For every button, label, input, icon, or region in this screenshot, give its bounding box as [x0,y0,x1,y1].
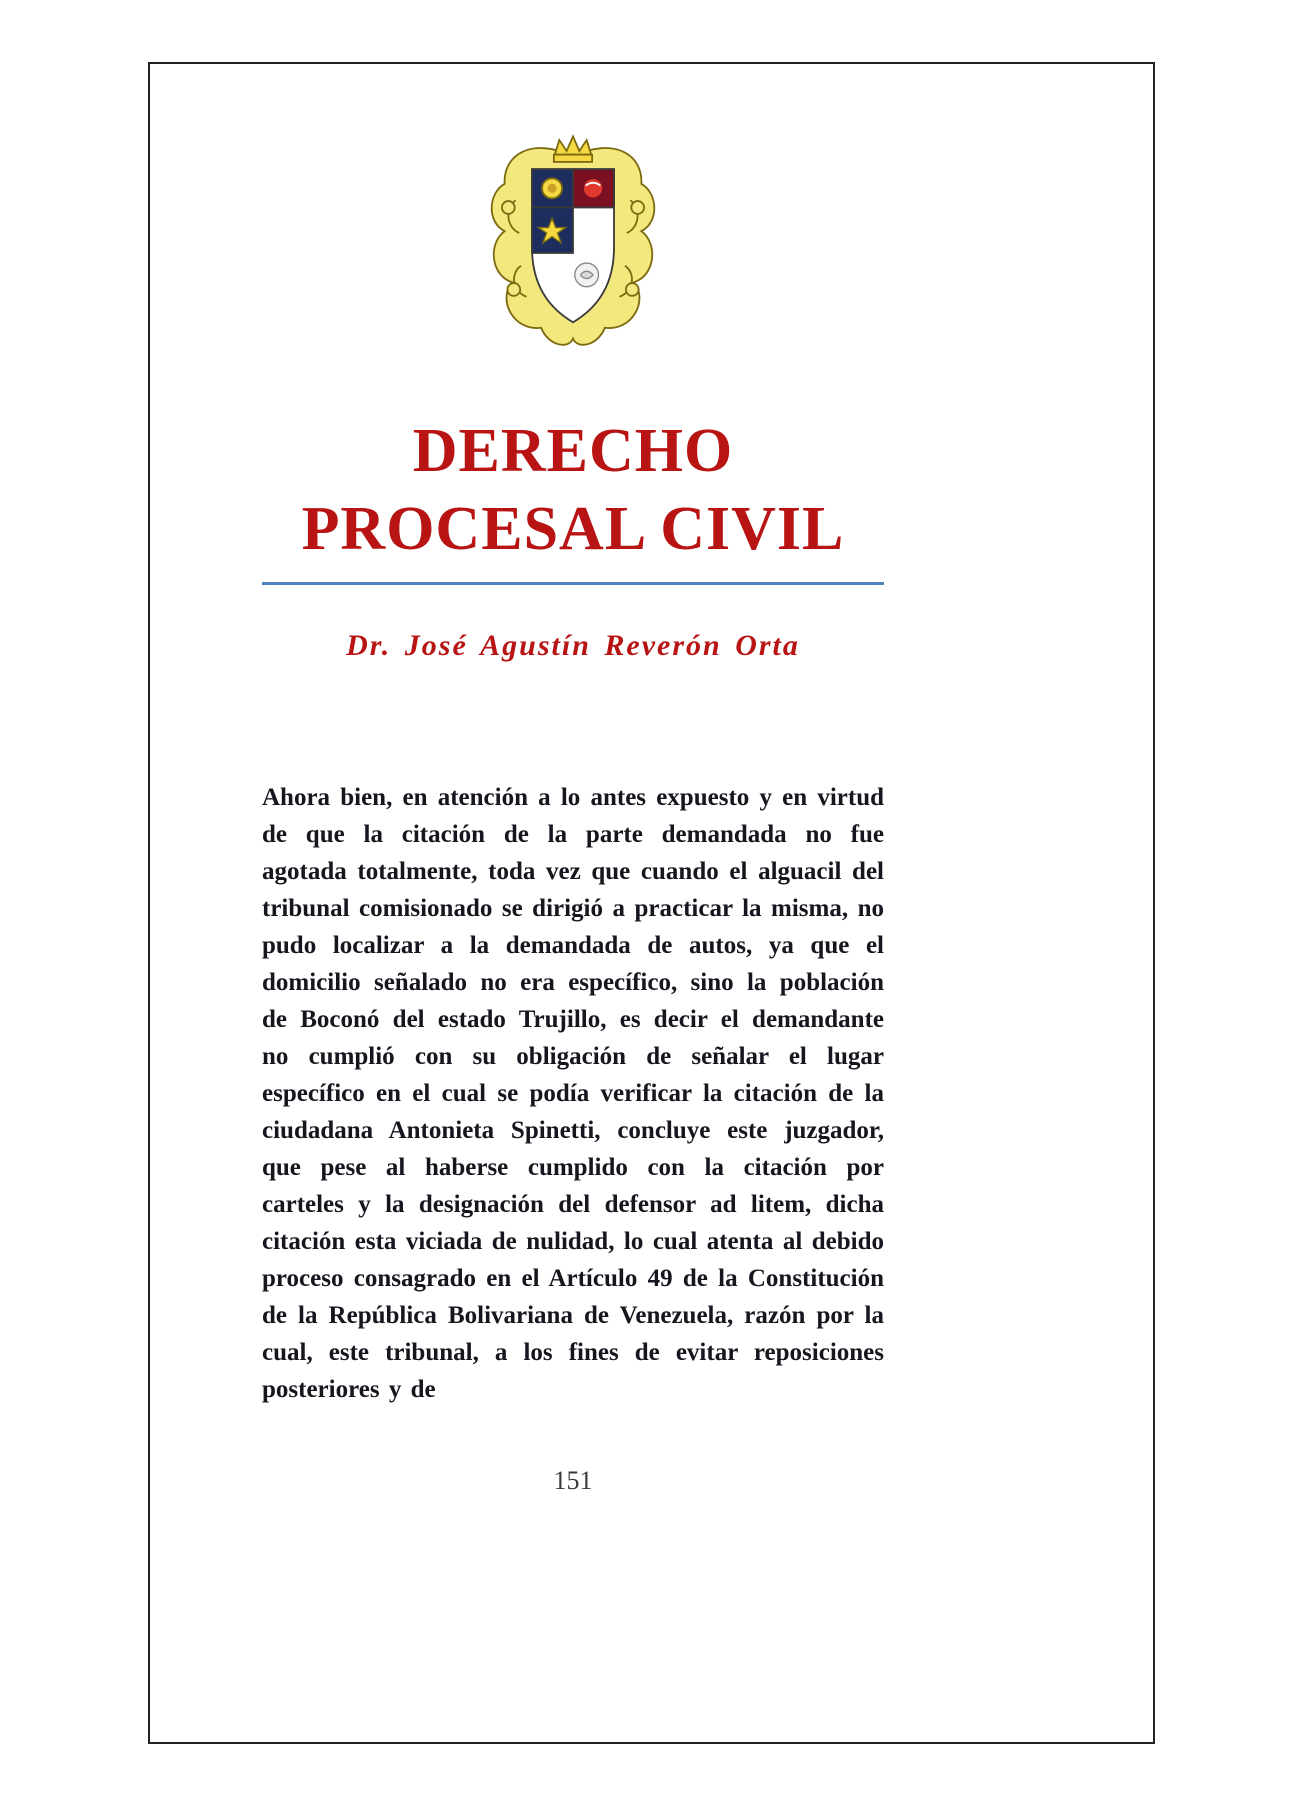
body-paragraph: Ahora bien, en atención a lo antes expuesto y en virtud de que la citación de la parte demandada no fue agotada totalmente, toda vez que cuando el alguacil del tribunal comisionado se dirigió a practicar la misma, no pudo localizar a la demandada de autos, ya que el domicilio señalado no era específico, sino la población de Boconó del estado Trujillo, es decir el demandante no cumplió con su obligación de señalar el lugar específico en el cual se podía verificar la citación de la ciudadana Antonieta Spinetti, concluye este juzgador, que pese al haberse cumplido con la citación por carteles y la designación del defensor ad litem, dicha citación esta viciada de nulidad, lo cual atenta al debido proceso consagrado en el Artículo 49 de la Constitución de la República Bolivariana de Venezuela, razón por la cual, este tribunal, a los fines de evitar reposiciones posteriores y de [262,784,884,1403]
title-line-1: DERECHO [412,417,734,485]
page-title [262,412,884,568]
title-divider [262,582,884,585]
content-column [262,64,884,1496]
bottom-crest-icon [575,263,599,287]
coat-of-arms [262,120,884,366]
page-border-frame [148,62,1155,1744]
crown-icon [554,136,592,162]
coat-of-arms-icon [477,120,669,366]
title-line-2: PROCESAL CIVIL [301,495,845,563]
author-name: Dr. José Agustín Reverón Orta [346,629,800,662]
page-number: 151 [553,1466,593,1495]
